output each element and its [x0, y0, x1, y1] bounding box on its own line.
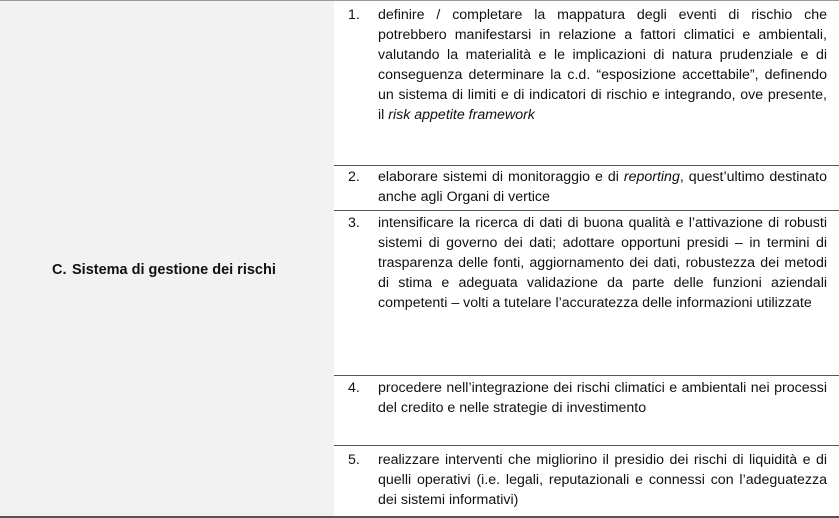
item-text: procedere nell’integrazione dei rischi climatici e ambientali nei processi del credito e nelle strategie di investimento	[378, 380, 827, 416]
items-column	[334, 1, 839, 516]
item-number: 1.	[348, 7, 360, 23]
row-divider	[334, 165, 839, 166]
item-text-italic: reporting	[623, 169, 680, 185]
section-letter: C.	[52, 262, 67, 278]
item-text-part: elaborare sistemi di monitoraggio e di	[378, 169, 624, 185]
list-item-4	[334, 378, 839, 438]
section-cell	[0, 1, 334, 516]
item-text: realizzare interventi che migliorino il presidio dei rischi di liquidità e di quelli operativi (i.e. legali, reputazionali e connessi con l’adeguatezza dei sistemi informativi)	[378, 452, 827, 508]
list-item-3	[334, 213, 839, 373]
item-text-part: definire / completare la mappatura degli eventi di rischio che potrebbero manifestarsi in relazione a fattori climatici e ambientali, valutando la materialità e le implicazioni di natura prudenziale e di conseguenza determinare la c.d. “esposizione accettabile”, definendo un sistema di limiti e di indicatori di rischio e integrando, ove presente, il	[378, 7, 827, 123]
item-text: intensificare la ricerca di dati di buona qualità e l’attivazione di robusti sistemi di governo dei dati; adottare opportuni presidi – in termini di trasparenza delle fonti, aggiornamento dei dati, robustezza dei metodi di stima e adeguata validazione da parte delle funzioni aziendali competenti – volti a tutelare l’accuratezza delle informazioni utilizzate	[378, 215, 827, 311]
section-heading	[52, 260, 276, 280]
list-item-1	[334, 5, 839, 165]
row-divider	[334, 375, 839, 376]
item-text-italic: risk appetite framework	[388, 107, 535, 123]
list-item-5	[334, 450, 839, 510]
item-text	[378, 167, 827, 207]
item-text	[378, 5, 827, 125]
list-item-2	[334, 167, 839, 207]
item-number: 4.	[348, 380, 360, 396]
section-title: Sistema di gestione dei rischi	[72, 262, 276, 278]
item-number: 2.	[348, 169, 360, 185]
row-divider	[334, 210, 839, 211]
item-text-part: , quest’ultimo destinato anche agli Organi di vertice	[378, 169, 827, 205]
item-number: 3.	[348, 215, 360, 231]
item-number: 5.	[348, 452, 360, 468]
row-divider	[334, 445, 839, 446]
